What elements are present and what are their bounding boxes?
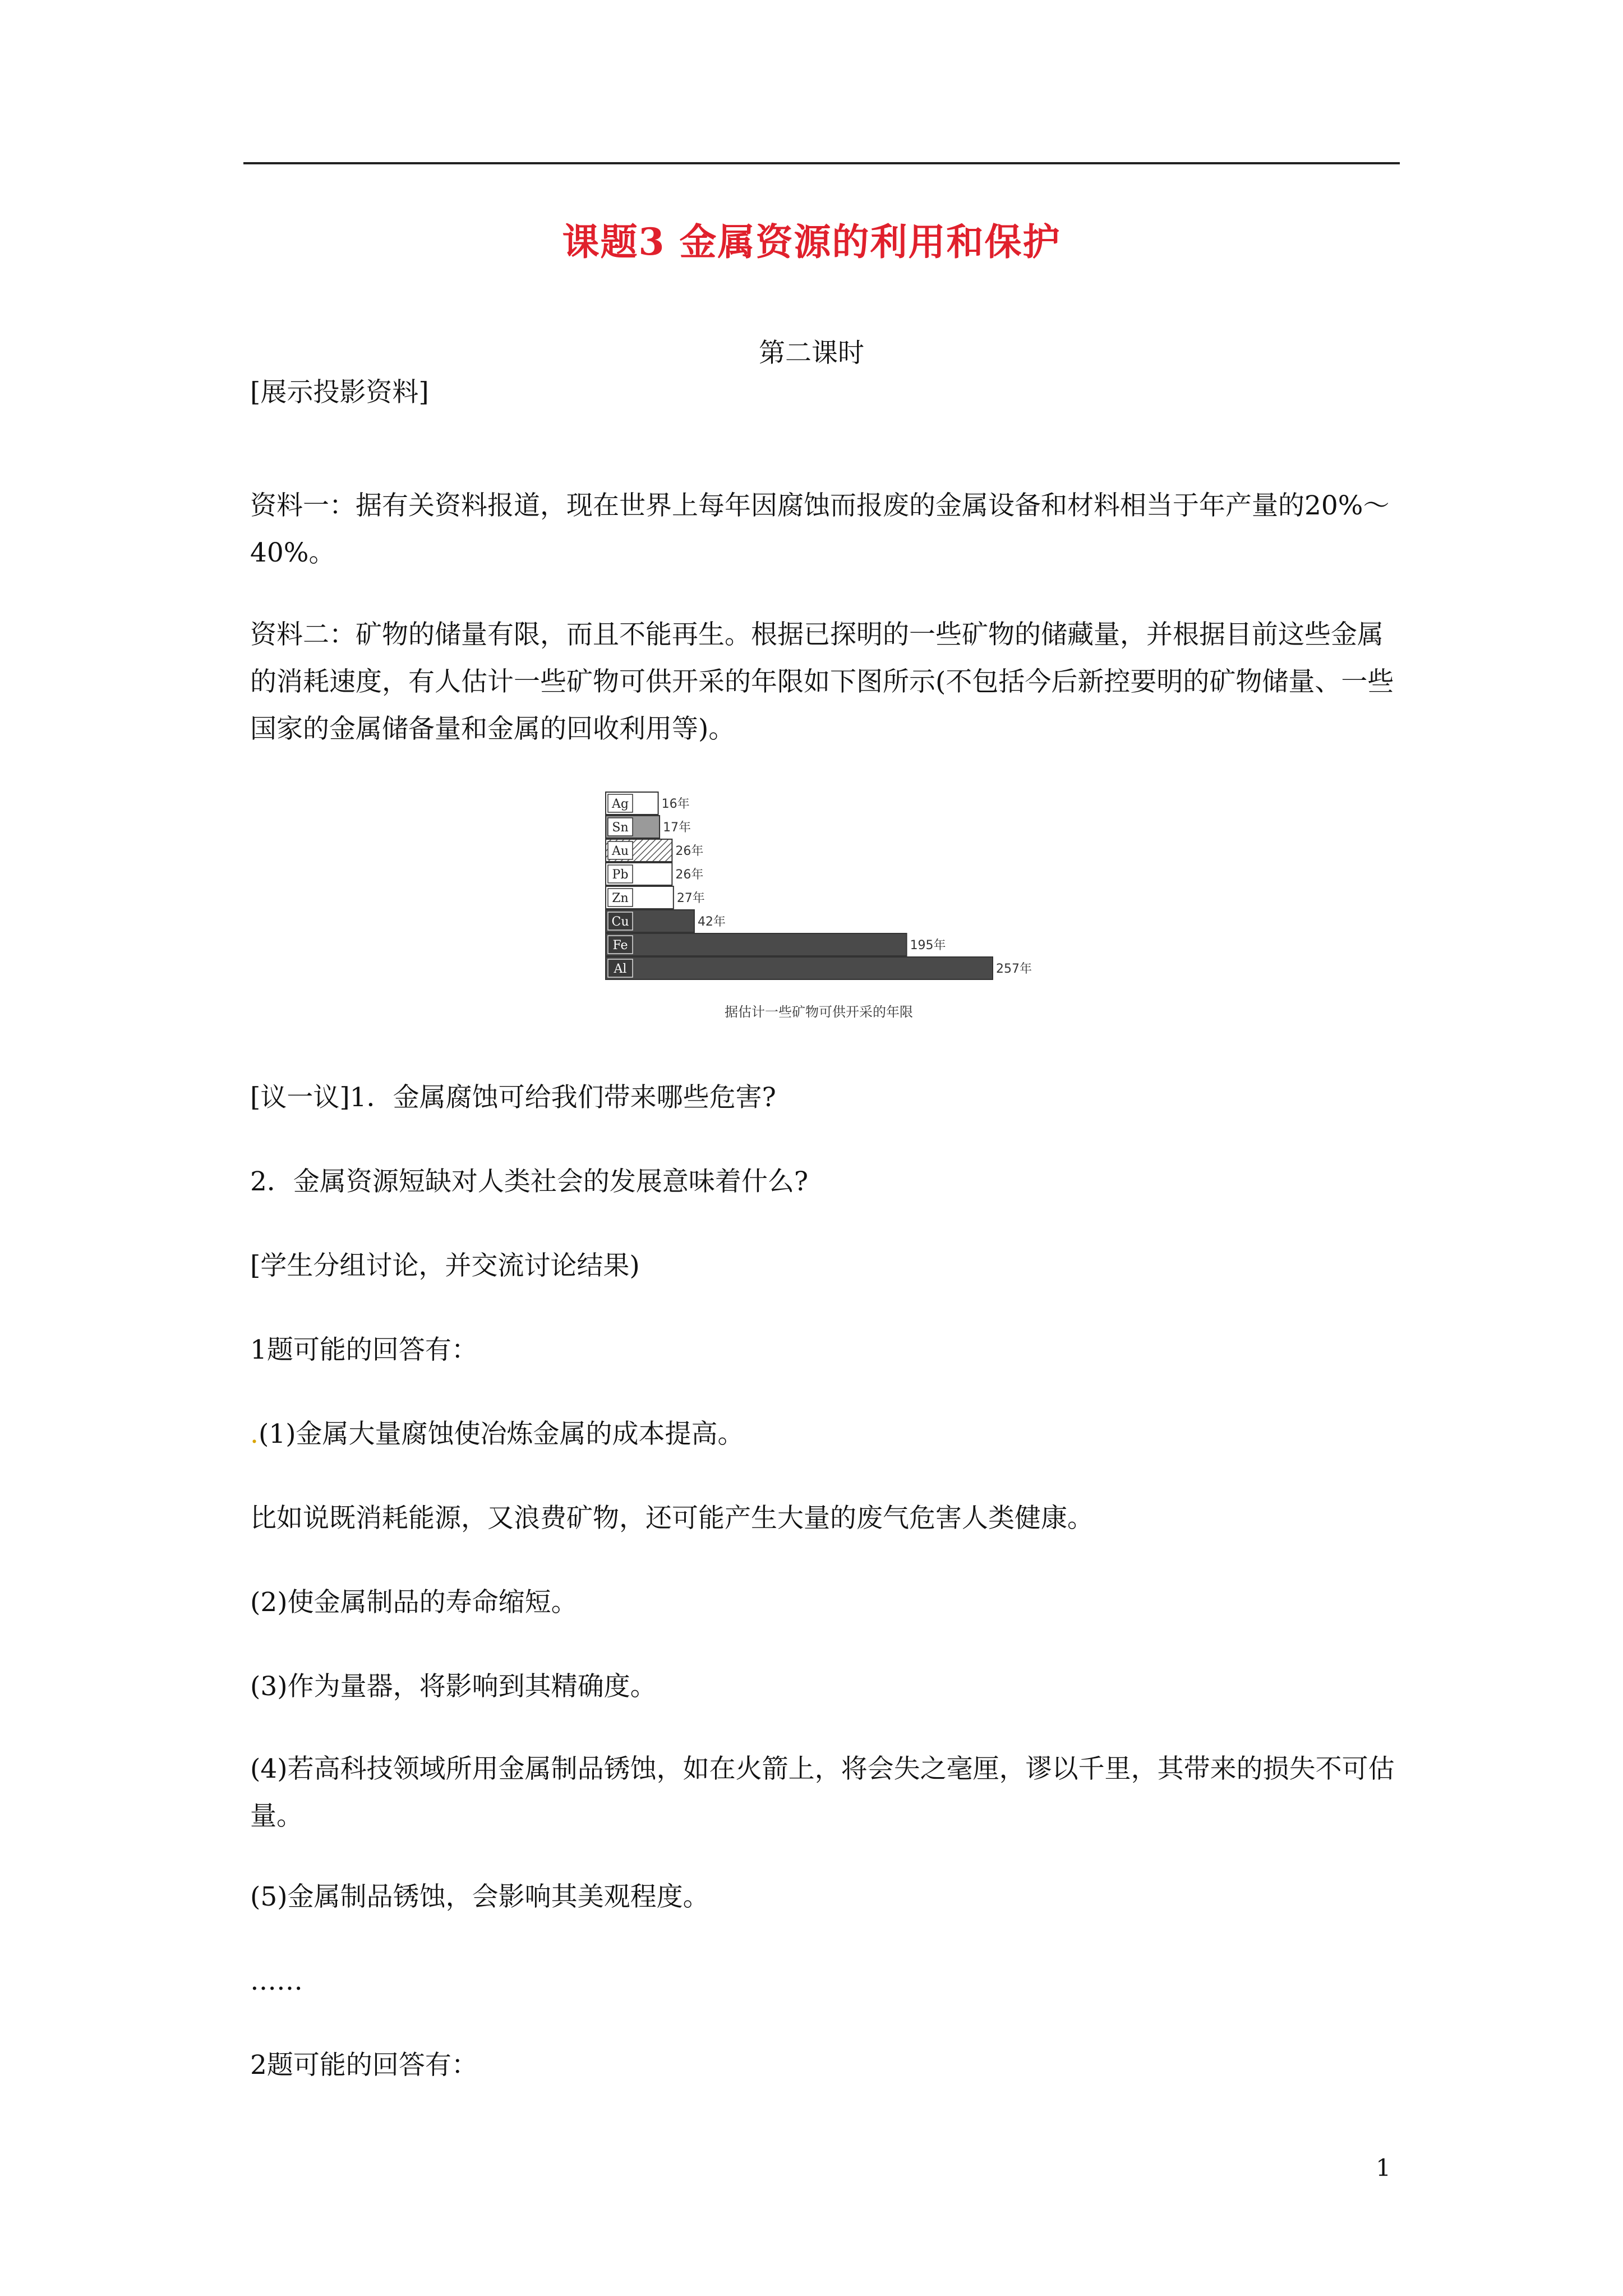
answer-1-text: (1)金属大量腐蚀使冶炼金属的成本提高。 bbox=[258, 1419, 744, 1450]
answer-1 bbox=[250, 1411, 1400, 1458]
category-label-cu: Cu bbox=[611, 915, 629, 929]
category-label-zn: Zn bbox=[612, 891, 629, 905]
mining-years-chart bbox=[600, 786, 1038, 1033]
bar-al bbox=[606, 957, 993, 979]
page-number: 1 bbox=[1376, 2154, 1391, 2182]
lesson-subtitle: 第二课时 bbox=[759, 338, 864, 369]
value-label-cu: 42年 bbox=[697, 915, 726, 929]
bar-fe bbox=[606, 933, 907, 956]
answer-1-detail: 比如说既消耗能源，又浪费矿物，还可能产生大量的废气危害人类健康。 bbox=[250, 1503, 1094, 1534]
paragraph-discussion-q1: [议一议]1．金属腐蚀可给我们带来哪些危害? bbox=[250, 1082, 776, 1113]
category-label-ag: Ag bbox=[612, 797, 629, 811]
chart-title: 据估计一些矿物可供开采的年限 bbox=[725, 1004, 913, 1020]
paragraph-q1-answers: 1题可能的回答有： bbox=[250, 1335, 478, 1365]
paragraph-student-discussion: [学生分组讨论，并交流讨论结果) bbox=[250, 1250, 640, 1281]
page-title: 课题3 金属资源的利用和保护 bbox=[562, 220, 1061, 264]
paragraph-q2-answers: 2题可能的回答有： bbox=[250, 2050, 478, 2081]
value-label-zn: 27年 bbox=[676, 891, 705, 905]
header-rule bbox=[243, 162, 1400, 164]
answer-4: (4)若高科技领域所用金属制品锈蚀，如在火箭上，将会失之毫厘，谬以千里，其带来的损失不可估量。 bbox=[250, 1754, 1395, 1832]
value-label-al: 257年 bbox=[996, 962, 1032, 976]
value-label-sn: 17年 bbox=[663, 821, 691, 835]
category-label-pb: Pb bbox=[612, 868, 629, 882]
ellipsis: …… bbox=[250, 1966, 303, 1996]
value-label-au: 26年 bbox=[675, 844, 704, 858]
value-label-pb: 26年 bbox=[675, 868, 704, 882]
category-label-fe: Fe bbox=[612, 938, 628, 953]
answer-5: (5)金属制品锈蚀，会影响其美观程度。 bbox=[250, 1881, 709, 1912]
value-label-ag: 16年 bbox=[661, 797, 690, 811]
paragraph-display-materials: [展示投影资料] bbox=[250, 377, 429, 408]
paragraph-discussion-q2: 2．金属资源短缺对人类社会的发展意味着什么? bbox=[250, 1166, 809, 1197]
category-label-au: Au bbox=[611, 844, 629, 858]
paragraph-material-two: 资料二：矿物的储量有限，而且不能再生。根据已探明的一些矿物的储藏量，并根据目前这些金属的消耗速度，有人估计一些矿物可供开采的年限如下图所示(不包括今后新控要明的矿物储量、一些国家的金属储备量和金属的回收利用等)。 bbox=[250, 619, 1394, 744]
value-label-fe: 195年 bbox=[910, 938, 946, 953]
mining-years-chart-svg bbox=[600, 786, 1038, 1033]
category-label-sn: Sn bbox=[612, 821, 629, 835]
margin-mark: . bbox=[250, 1419, 259, 1450]
answer-3: (3)作为量器，将影响到其精确度。 bbox=[250, 1671, 657, 1702]
answer-2: (2)使金属制品的寿命缩短。 bbox=[250, 1587, 578, 1618]
paragraph-material-one: 资料一：据有关资料报道，现在世界上每年因腐蚀而报废的金属设备和材料相当于年产量的20%～40%。 bbox=[250, 490, 1390, 568]
category-label-al: Al bbox=[614, 962, 627, 976]
